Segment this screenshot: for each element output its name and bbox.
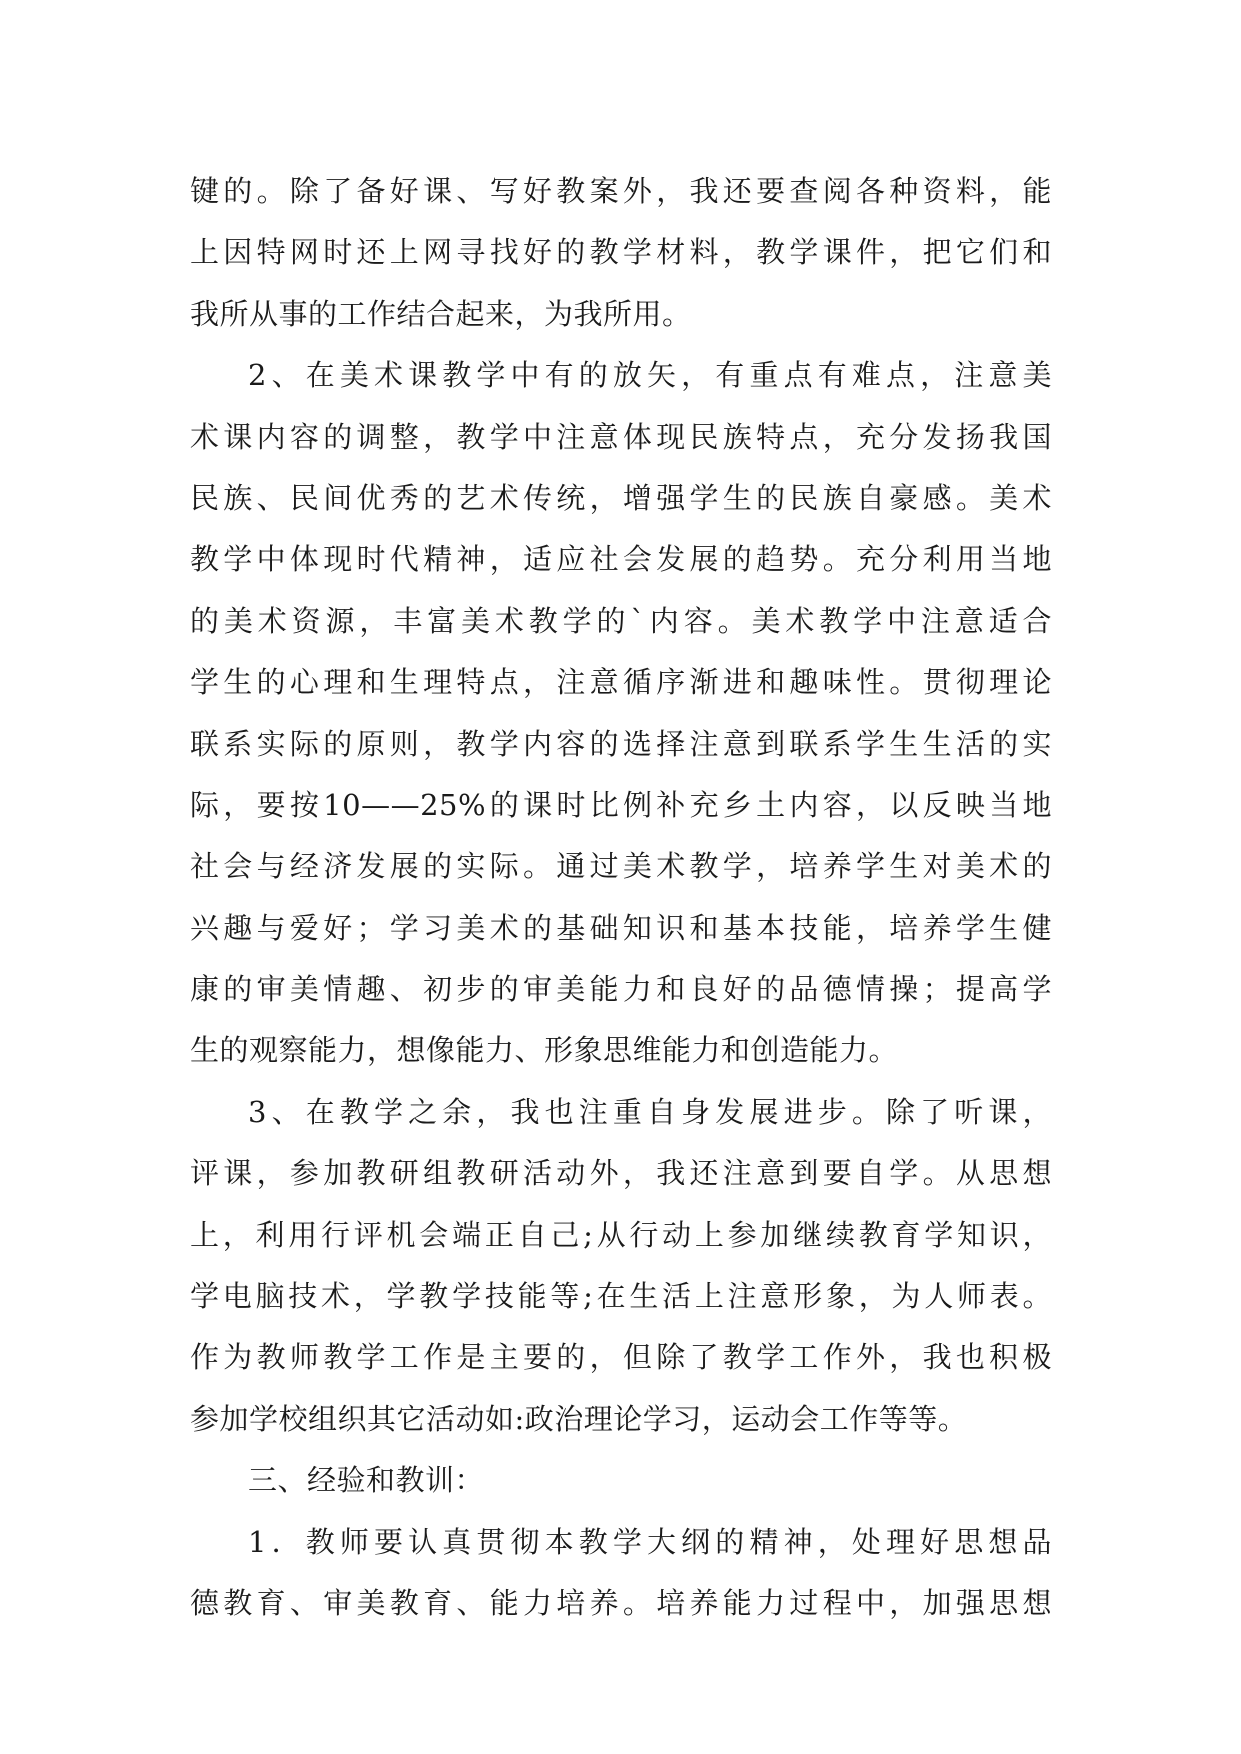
- text-line: 评课，参加教研组教研活动外，我还注意到要自学。从思想: [190, 1156, 1052, 1191]
- text-line: 民族、民间优秀的艺术传统，增强学生的民族自豪感。美术: [190, 480, 1052, 515]
- text-line: 键的。除了备好课、写好教案外，我还要查阅各种资料，能: [190, 174, 1052, 208]
- text-line: 生的观察能力，想像能力、形象思维能力和创造能力。: [190, 1033, 899, 1068]
- text-line: 的美术资源，丰富美术教学的`内容。美术教学中注意适合: [190, 603, 1052, 638]
- text-line: 联系实际的原则，教学内容的选择注意到联系学生生活的实: [190, 726, 1052, 761]
- paragraph-start-line: 1．教师要认真贯彻本教学大纲的精神，处理好思想品: [248, 1524, 1052, 1559]
- text-line: 学电脑技术，学教学技能等;在生活上注意形象，为人师表。: [190, 1279, 1052, 1314]
- section-heading: 三、经验和教训：: [248, 1463, 485, 1498]
- paragraph-start-line: 2、在美术课教学中有的放矢，有重点有难点，注意美: [248, 358, 1052, 393]
- text-line: 兴趣与爱好；学习美术的基础知识和基本技能，培养学生健: [190, 910, 1052, 945]
- text-line: 我所从事的工作结合起来，为我所用。: [190, 296, 692, 331]
- text-line: 术课内容的调整，教学中注意体现民族特点，充分发扬我国: [190, 419, 1052, 454]
- text-line: 上，利用行评机会端正自己;从行动上参加继续教育学知识，: [190, 1217, 1052, 1252]
- text-line: 作为教师教学工作是主要的，但除了教学工作外，我也积极: [190, 1340, 1052, 1375]
- text-line: 教学中体现时代精神，适应社会发展的趋势。充分利用当地: [190, 542, 1052, 577]
- text-line: 上因特网时还上网寻找好的教学材料，教学课件，把它们和: [190, 235, 1052, 270]
- text-line: 社会与经济发展的实际。通过美术教学，培养学生对美术的: [190, 849, 1052, 884]
- text-line: 德教育、审美教育、能力培养。培养能力过程中，加强思想: [190, 1585, 1052, 1620]
- text-line: 际，要按10——25%的课时比例补充乡土内容，以反映当地: [190, 787, 1052, 822]
- document-body: [190, 161, 1052, 1634]
- paragraph-start-line: 3、在教学之余，我也注重自身发展进步。除了听课，: [248, 1094, 1052, 1129]
- text-line: 康的审美情趣、初步的审美能力和良好的品德情操；提高学: [190, 972, 1052, 1007]
- text-line: 参加学校组织其它活动如:政治理论学习，运动会工作等等。: [190, 1401, 968, 1436]
- text-line: 学生的心理和生理特点，注意循序渐进和趣味性。贯彻理论: [190, 665, 1052, 700]
